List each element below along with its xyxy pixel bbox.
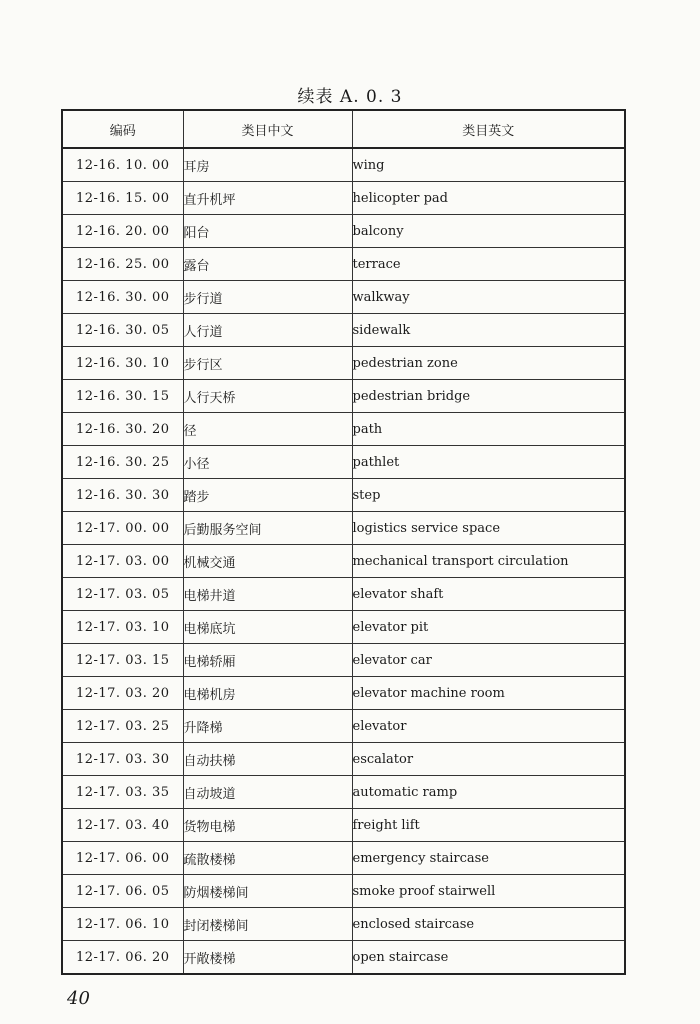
table-row bbox=[62, 248, 625, 281]
table-row bbox=[62, 578, 625, 611]
code-cell: 12-16. 15. 00 bbox=[62, 182, 183, 215]
header-cn: 类目中文 bbox=[183, 110, 352, 148]
english-term-cell: step bbox=[352, 479, 625, 512]
english-term-cell: path bbox=[352, 413, 625, 446]
english-term-cell: balcony bbox=[352, 215, 625, 248]
chinese-term-cell: 人行道 bbox=[183, 314, 352, 347]
table-row bbox=[62, 677, 625, 710]
table-header-row bbox=[62, 110, 625, 148]
english-term-cell: automatic ramp bbox=[352, 776, 625, 809]
table-row bbox=[62, 908, 625, 941]
code-cell: 12-16. 30. 00 bbox=[62, 281, 183, 314]
table-row bbox=[62, 380, 625, 413]
chinese-term-cell: 自动扶梯 bbox=[183, 743, 352, 776]
chinese-term-cell: 踏步 bbox=[183, 479, 352, 512]
chinese-term-cell: 小径 bbox=[183, 446, 352, 479]
code-cell: 12-16. 25. 00 bbox=[62, 248, 183, 281]
table-row bbox=[62, 314, 625, 347]
code-cell: 12-16. 30. 10 bbox=[62, 347, 183, 380]
code-cell: 12-17. 03. 25 bbox=[62, 710, 183, 743]
english-term-cell: logistics service space bbox=[352, 512, 625, 545]
code-cell: 12-17. 06. 20 bbox=[62, 941, 183, 975]
code-cell: 12-17. 03. 15 bbox=[62, 644, 183, 677]
english-term-cell: pedestrian zone bbox=[352, 347, 625, 380]
table-row bbox=[62, 842, 625, 875]
code-cell: 12-16. 30. 25 bbox=[62, 446, 183, 479]
chinese-term-cell: 封闭楼梯间 bbox=[183, 908, 352, 941]
chinese-term-cell: 直升机坪 bbox=[183, 182, 352, 215]
table-row bbox=[62, 809, 625, 842]
chinese-term-cell: 升降梯 bbox=[183, 710, 352, 743]
code-cell: 12-17. 03. 40 bbox=[62, 809, 183, 842]
code-cell: 12-17. 00. 00 bbox=[62, 512, 183, 545]
english-term-cell: elevator shaft bbox=[352, 578, 625, 611]
code-cell: 12-16. 30. 05 bbox=[62, 314, 183, 347]
code-cell: 12-16. 30. 20 bbox=[62, 413, 183, 446]
chinese-term-cell: 疏散楼梯 bbox=[183, 842, 352, 875]
table-body bbox=[62, 148, 625, 974]
chinese-term-cell: 步行区 bbox=[183, 347, 352, 380]
table-row bbox=[62, 182, 625, 215]
english-term-cell: smoke proof stairwell bbox=[352, 875, 625, 908]
code-cell: 12-17. 06. 00 bbox=[62, 842, 183, 875]
table-row bbox=[62, 743, 625, 776]
code-cell: 12-16. 30. 30 bbox=[62, 479, 183, 512]
table-row bbox=[62, 512, 625, 545]
chinese-term-cell: 自动坡道 bbox=[183, 776, 352, 809]
chinese-term-cell: 电梯机房 bbox=[183, 677, 352, 710]
header-code: 编码 bbox=[62, 110, 183, 148]
english-term-cell: elevator bbox=[352, 710, 625, 743]
english-term-cell: escalator bbox=[352, 743, 625, 776]
table-row bbox=[62, 281, 625, 314]
chinese-term-cell: 露台 bbox=[183, 248, 352, 281]
chinese-term-cell: 阳台 bbox=[183, 215, 352, 248]
english-term-cell: pedestrian bridge bbox=[352, 380, 625, 413]
table-row bbox=[62, 347, 625, 380]
code-cell: 12-16. 30. 15 bbox=[62, 380, 183, 413]
code-cell: 12-17. 03. 20 bbox=[62, 677, 183, 710]
code-cell: 12-17. 03. 35 bbox=[62, 776, 183, 809]
table-row bbox=[62, 710, 625, 743]
chinese-term-cell: 机械交通 bbox=[183, 545, 352, 578]
code-cell: 12-17. 03. 05 bbox=[62, 578, 183, 611]
table-row bbox=[62, 215, 625, 248]
chinese-term-cell: 耳房 bbox=[183, 148, 352, 182]
english-term-cell: elevator machine room bbox=[352, 677, 625, 710]
table-row bbox=[62, 611, 625, 644]
english-term-cell: sidewalk bbox=[352, 314, 625, 347]
english-term-cell: enclosed staircase bbox=[352, 908, 625, 941]
chinese-term-cell: 开敞楼梯 bbox=[183, 941, 352, 975]
chinese-term-cell: 货物电梯 bbox=[183, 809, 352, 842]
english-term-cell: emergency staircase bbox=[352, 842, 625, 875]
chinese-term-cell: 电梯轿厢 bbox=[183, 644, 352, 677]
table-title: 续表 A. 0. 3 bbox=[297, 87, 403, 107]
code-cell: 12-16. 10. 00 bbox=[62, 148, 183, 182]
code-cell: 12-17. 06. 10 bbox=[62, 908, 183, 941]
table-row bbox=[62, 644, 625, 677]
english-term-cell: mechanical transport circulation bbox=[352, 545, 625, 578]
table-row bbox=[62, 776, 625, 809]
english-term-cell: wing bbox=[352, 148, 625, 182]
table-row bbox=[62, 413, 625, 446]
chinese-term-cell: 防烟楼梯间 bbox=[183, 875, 352, 908]
code-cell: 12-17. 03. 30 bbox=[62, 743, 183, 776]
english-term-cell: walkway bbox=[352, 281, 625, 314]
english-term-cell: open staircase bbox=[352, 941, 625, 975]
english-term-cell: elevator car bbox=[352, 644, 625, 677]
table-row bbox=[62, 545, 625, 578]
english-term-cell: freight lift bbox=[352, 809, 625, 842]
chinese-term-cell: 径 bbox=[183, 413, 352, 446]
chinese-term-cell: 电梯底坑 bbox=[183, 611, 352, 644]
terms-table bbox=[61, 109, 626, 975]
english-term-cell: pathlet bbox=[352, 446, 625, 479]
header-en: 类目英文 bbox=[352, 110, 625, 148]
code-cell: 12-17. 03. 00 bbox=[62, 545, 183, 578]
page-number: 40 bbox=[67, 988, 90, 1009]
chinese-term-cell: 电梯井道 bbox=[183, 578, 352, 611]
chinese-term-cell: 后勤服务空间 bbox=[183, 512, 352, 545]
english-term-cell: helicopter pad bbox=[352, 182, 625, 215]
chinese-term-cell: 人行天桥 bbox=[183, 380, 352, 413]
chinese-term-cell: 步行道 bbox=[183, 281, 352, 314]
english-term-cell: terrace bbox=[352, 248, 625, 281]
code-cell: 12-17. 03. 10 bbox=[62, 611, 183, 644]
english-term-cell: elevator pit bbox=[352, 611, 625, 644]
code-cell: 12-16. 20. 00 bbox=[62, 215, 183, 248]
table-row bbox=[62, 148, 625, 182]
table-row bbox=[62, 479, 625, 512]
table-row bbox=[62, 875, 625, 908]
table-row bbox=[62, 446, 625, 479]
table-row bbox=[62, 941, 625, 975]
code-cell: 12-17. 06. 05 bbox=[62, 875, 183, 908]
